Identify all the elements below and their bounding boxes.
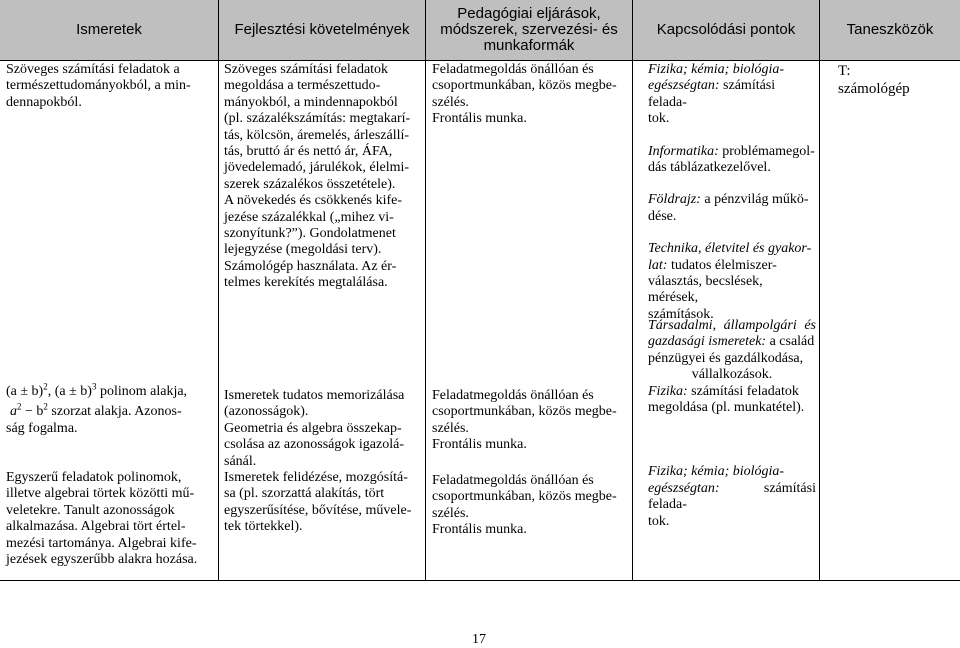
header-kapcsolodasi: Kapcsolódási pontok xyxy=(656,21,796,38)
row1-eljarasok: Feladatmegoldás önállóan és csoportmunkában, közös megbe- szélés. Frontális munka. xyxy=(432,62,617,127)
row2-kapcsolodasi: Társadalmi, állampolgári és gazdasági ismeretek: a család pénzügyei és gazdálkodása, vállalkozások. Fizika: számítási feladatok megoldása (pl. munkatétel). Fizika; kémia; biológia- egészségtan: számítási felada- tok. xyxy=(648,318,816,529)
row2-fejlesztes: Ismeretek tudatos memorizálása (azonosságok). Geometria és algebra összekap- csolása az azonosságok igazolá- sánál. Ismeretek felidézése, mozgósítá- sa (pl. szorzattá alakítás, tört egyszerűsítése, bővítése, művele- tek törtekkel). xyxy=(224,388,412,535)
column-divider xyxy=(819,0,820,580)
header-ismeretek: Ismeretek xyxy=(76,21,142,38)
row1-kapcsolodasi: Fizika; kémia; biológia- egészségtan: számítási felada- tok. Informatika: problémamegol- dás táblázatkezelővel. Földrajz: a pénzvilág műkö- dése. Technika, életvitel és gyakor- lat: tudatos élelmiszer- választás, becslések, mérések, számítások. xyxy=(648,62,815,322)
row2-ismeretek-polinom: $(a \pm b)^2$, $(a \pm b)^3$ polinom alakja, $a^2 - b^2$ szorzat alakja. Azonos- ság fogalma. xyxy=(6,381,188,436)
header-fejlesztesi: Fejlesztési követelmények xyxy=(234,21,410,38)
header-eljarasok: Pedagógiai eljárások, módszerek, szervezési- és munkaformák xyxy=(440,5,618,54)
row2-eljarasok-1: Feladatmegoldás önállóan és csoportmunkában, közös megbe- szélés. Frontális munka. xyxy=(432,388,617,453)
row2-ismeretek: Egyszerű feladatok polinomok, illetve algebrai törtek közötti mű- veletekre. Tanult azonosságok alkalmazása. Algebrai tört értel- mezési tartománya. Algebrai kife- jezések egyszerűbb alakra hozása. xyxy=(6,470,198,568)
row1-fejlesztes: Szöveges számítási feladatok megoldása a természettudo- mányokból, a mindennapokból (pl. százalékszámítás: megtakarí- tás, kölcsön, áremelés, árleszállí- tás, bruttó ár és nettó ár, ÁFA, jövedelemadó, járulékok, élelmi- szerek százalékos összetétele). A növekedés és csökkenés kife- jezése százalékkal („mihez vi- szonyítunk?”). Gondolatmenet lejegyzése (megoldási terv). Számológép használata. Az ér- telmes kerekítés megtalálása. xyxy=(224,62,411,291)
row1-taneszkozok: T: számológép xyxy=(838,63,910,97)
row1-ismeretek: Szöveges számítási feladatok a természettudományokból, a min- dennapokból. xyxy=(6,62,191,110)
column-divider xyxy=(632,0,633,580)
row-divider xyxy=(0,60,960,61)
table-bottom-border xyxy=(0,580,960,581)
column-divider xyxy=(425,0,426,580)
column-divider xyxy=(218,0,219,580)
page-number: 17 xyxy=(472,632,486,647)
header-taneszkozok: Taneszközök xyxy=(846,21,934,38)
row2-eljarasok-2: Feladatmegoldás önállóan és csoportmunkában, közös megbe- szélés. Frontális munka. xyxy=(432,473,617,538)
